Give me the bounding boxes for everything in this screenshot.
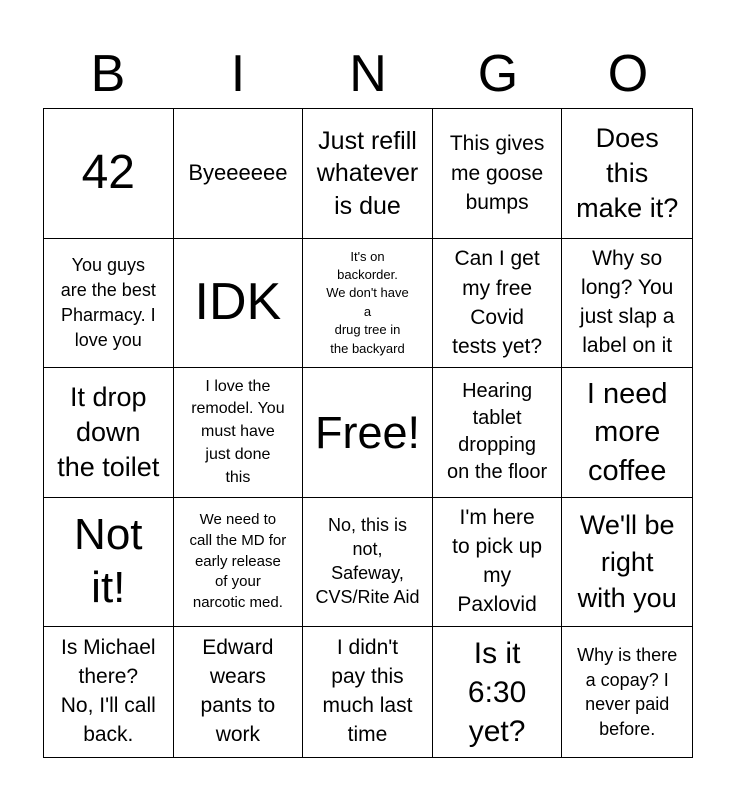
cell-text: We need to call the MD for early release of your narcotic med. bbox=[189, 511, 287, 612]
cell-text: Hearing tablet dropping on the floor bbox=[447, 380, 548, 484]
bingo-cell[interactable] bbox=[562, 368, 692, 498]
cell-text: I need more coffee bbox=[586, 377, 668, 487]
cell-text: Why so long? You just slap a label on it bbox=[579, 246, 675, 357]
bingo-cell[interactable] bbox=[303, 239, 433, 369]
cell-text: Not it! bbox=[74, 510, 143, 613]
bingo-cell[interactable] bbox=[174, 109, 304, 239]
cell-text: Why is there a copay? I never paid before. bbox=[577, 645, 678, 739]
bingo-cell[interactable] bbox=[174, 498, 304, 628]
bingo-cell[interactable] bbox=[303, 627, 433, 757]
bingo-cell[interactable] bbox=[433, 498, 563, 628]
bingo-cell[interactable] bbox=[44, 498, 174, 628]
cell-text: Free! bbox=[314, 406, 420, 458]
cell-text: You guys are the best Pharmacy. I love you bbox=[60, 255, 156, 350]
cell-text: No, this is not, Safeway, CVS/Rite Aid bbox=[315, 515, 420, 608]
header-letter-o: O bbox=[607, 45, 649, 103]
bingo-cell[interactable] bbox=[562, 498, 692, 628]
bingo-cell[interactable] bbox=[44, 627, 174, 757]
bingo-cell[interactable] bbox=[44, 239, 174, 369]
cell-text: 42 bbox=[81, 145, 135, 199]
cell-text: IDK bbox=[194, 273, 282, 332]
bingo-cell[interactable] bbox=[433, 239, 563, 369]
bingo-cell[interactable] bbox=[303, 109, 433, 239]
header-letter-g: G bbox=[477, 45, 519, 103]
bingo-cell[interactable] bbox=[562, 239, 692, 369]
cell-text: Is it 6:30 yet? bbox=[467, 636, 527, 748]
bingo-cell[interactable] bbox=[433, 109, 563, 239]
cell-text: Edward wears pants to work bbox=[200, 636, 276, 747]
cell-text: It drop down the toilet bbox=[57, 381, 160, 483]
bingo-board bbox=[43, 108, 693, 758]
cell-text: This gives me goose bumps bbox=[449, 132, 545, 214]
header-letter-i: I bbox=[230, 45, 246, 103]
bingo-cell[interactable] bbox=[303, 368, 433, 498]
bingo-cell[interactable] bbox=[44, 368, 174, 498]
header-letter-b: B bbox=[90, 45, 126, 103]
cell-text: Does this make it? bbox=[576, 122, 679, 223]
cell-text: Just refill whatever is due bbox=[316, 126, 419, 220]
cell-text: It's on backorder. We don't have a drug tree in the backyard bbox=[326, 248, 409, 356]
cell-text: I love the remodel. You must have just done this bbox=[191, 377, 285, 486]
bingo-cell[interactable] bbox=[174, 368, 304, 498]
bingo-cell[interactable] bbox=[433, 627, 563, 757]
bingo-cell[interactable] bbox=[433, 368, 563, 498]
bingo-cell[interactable] bbox=[174, 627, 304, 757]
cell-text: Is Michael there? No, I'll call back. bbox=[60, 636, 156, 747]
bingo-cell[interactable] bbox=[44, 109, 174, 239]
bingo-cell[interactable] bbox=[174, 239, 304, 369]
bingo-cell[interactable] bbox=[303, 498, 433, 628]
bingo-header bbox=[43, 40, 693, 108]
bingo-cell[interactable] bbox=[562, 109, 692, 239]
bingo-cell[interactable] bbox=[562, 627, 692, 757]
cell-text: I'm here to pick up my Paxlovid bbox=[452, 506, 543, 617]
header-letter-n: N bbox=[349, 45, 387, 103]
cell-text: Byeeeeee bbox=[188, 160, 288, 186]
cell-text: We'll be right with you bbox=[577, 510, 677, 614]
cell-text: I didn't pay this much last time bbox=[322, 636, 413, 747]
cell-text: Can I get my free Covid tests yet? bbox=[452, 247, 543, 359]
